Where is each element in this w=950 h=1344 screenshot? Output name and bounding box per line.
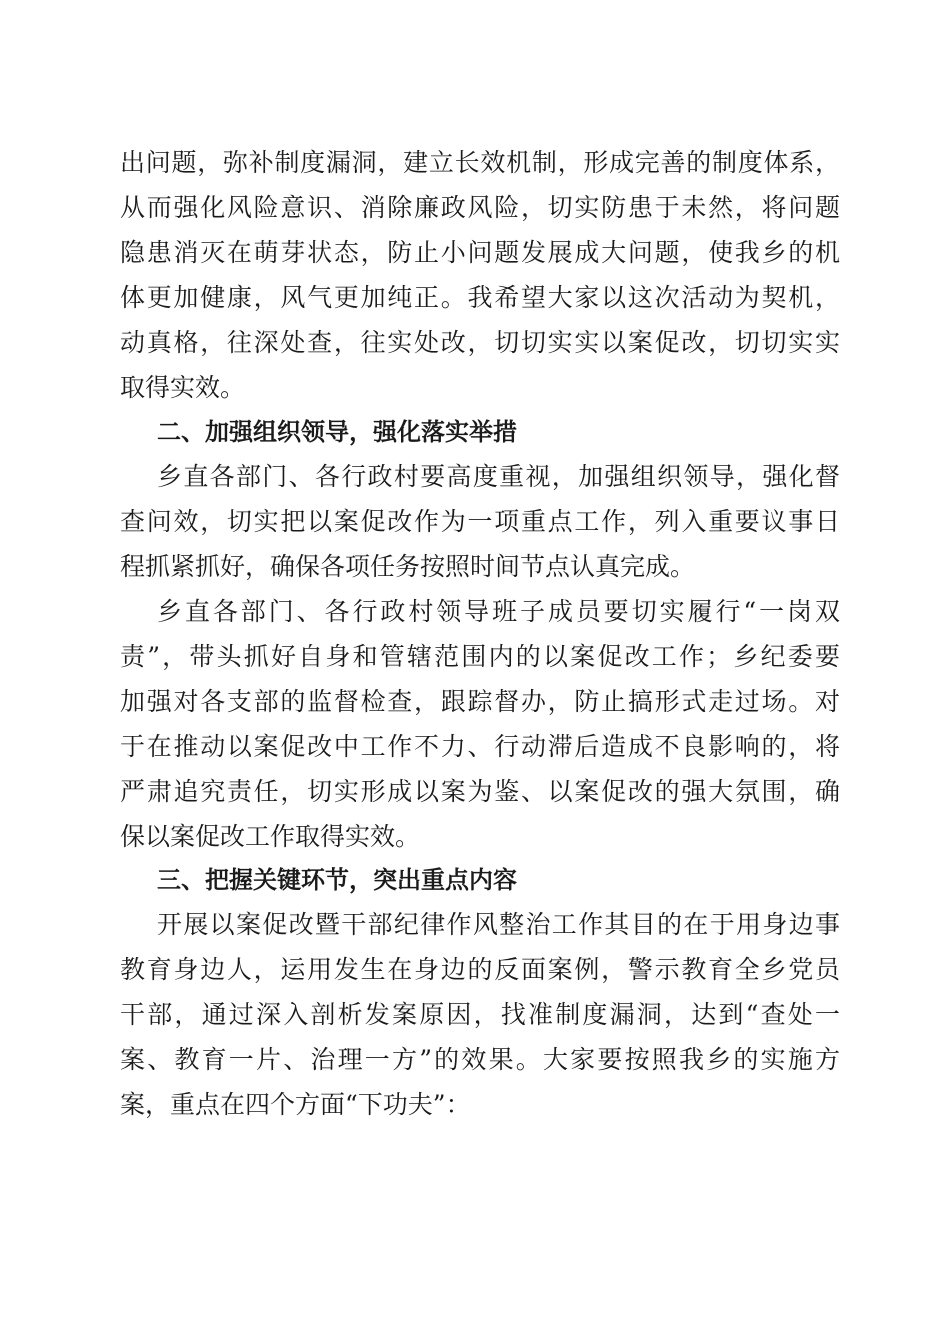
paragraph-1-line-4: 体更加健康，风气更加纯正。我希望大家以这次活动为契机， bbox=[120, 283, 840, 312]
paragraph-1-line-6: 取得实效。 bbox=[120, 373, 246, 402]
paragraph-3-line-3: 加强对各支部的监督检查，跟踪督办，防止搞形式走过场。对 bbox=[120, 687, 840, 716]
paragraph-3-line-5: 严肃追究责任，切实形成以案为鉴、以案促改的强大氛围，确 bbox=[120, 777, 840, 806]
paragraph-2-line-1: 乡直各部门、各行政村要高度重视，加强组织领导，强化督 bbox=[157, 462, 840, 491]
paragraph-3-line-1: 乡直各部门、各行政村领导班子成员要切实履行“一岗双 bbox=[157, 597, 840, 626]
section-heading-2: 二、加强组织领导，强化落实举措 bbox=[157, 418, 517, 446]
paragraph-4-line-3: 干部，通过深入剖析发案原因，找准制度漏洞，达到“查处一 bbox=[120, 1000, 840, 1029]
paragraph-4-line-5: 案，重点在四个方面“下功夫”： bbox=[120, 1090, 471, 1119]
paragraph-1-line-2: 从而强化风险意识、消除廉政风险，切实防患于未然，将问题 bbox=[120, 193, 840, 222]
paragraph-4-line-2: 教育身边人，运用发生在身边的反面案例，警示教育全乡党员 bbox=[120, 955, 840, 984]
paragraph-1-line-5: 动真格，往深处查，往实处改，切切实实以案促改，切切实实 bbox=[120, 328, 840, 357]
paragraph-4-line-4: 案、教育一片、治理一方”的效果。大家要按照我乡的实施方 bbox=[120, 1045, 840, 1074]
paragraph-2-line-2: 查问效，切实把以案促改作为一项重点工作，列入重要议事日 bbox=[120, 507, 840, 536]
paragraph-1-line-1: 出问题，弥补制度漏洞，建立长效机制，形成完善的制度体系， bbox=[120, 148, 840, 177]
section-heading-3: 三、把握关键环节，突出重点内容 bbox=[157, 866, 517, 894]
paragraph-3-line-2: 责”，带头抓好自身和管辖范围内的以案促改工作；乡纪委要 bbox=[120, 642, 840, 671]
paragraph-3-line-4: 于在推动以案促改中工作不力、行动滞后造成不良影响的，将 bbox=[120, 732, 840, 761]
paragraph-3-line-6: 保以案促改工作取得实效。 bbox=[120, 822, 421, 851]
paragraph-2-line-3: 程抓紧抓好，确保各项任务按照时间节点认真完成。 bbox=[120, 552, 696, 581]
paragraph-1-line-3: 隐患消灭在萌芽状态，防止小问题发展成大问题，使我乡的机 bbox=[120, 238, 840, 267]
paragraph-4-line-1: 开展以案促改暨干部纪律作风整治工作其目的在于用身边事 bbox=[157, 910, 840, 939]
